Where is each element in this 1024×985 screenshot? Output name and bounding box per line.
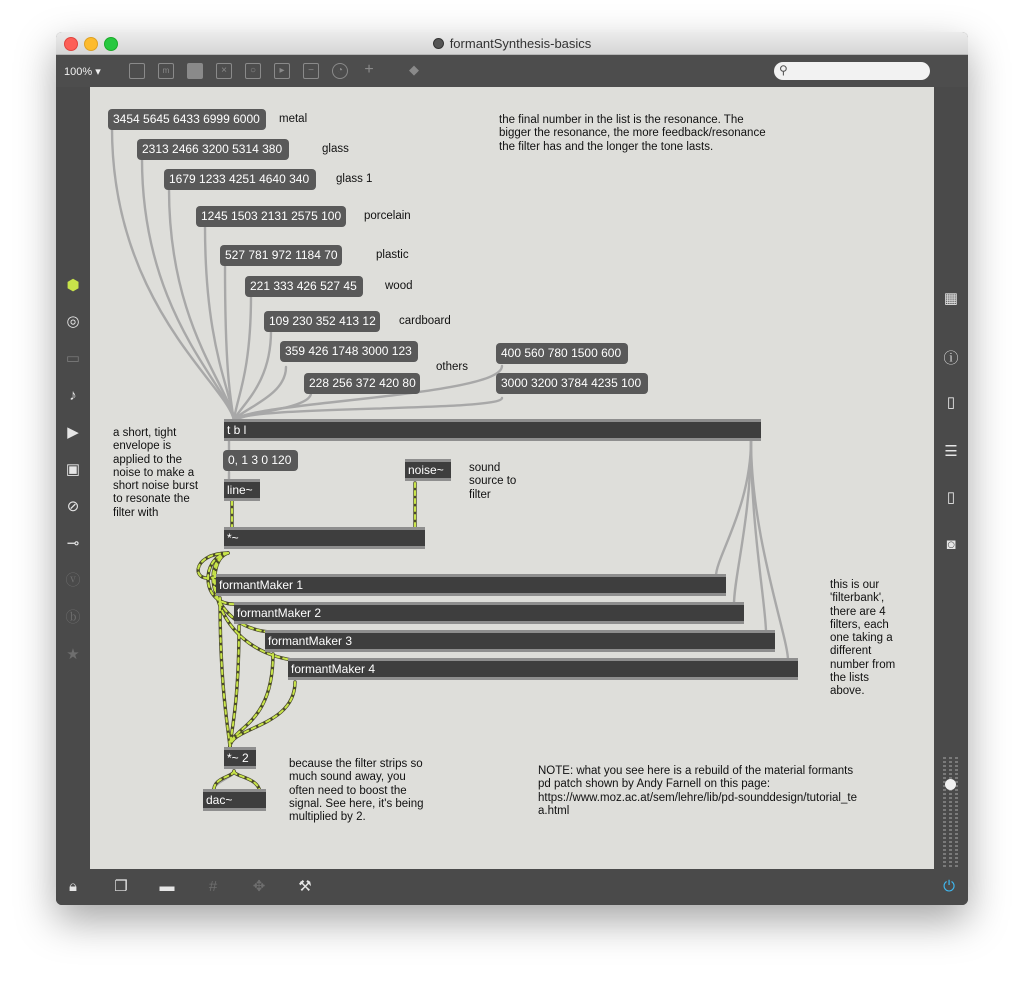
object-formantmaker-2[interactable]: formantMaker 2 (234, 602, 744, 624)
comment-wood: wood (385, 280, 413, 292)
signal-fm4-out (230, 682, 295, 747)
cord-tbl-fm3 (751, 440, 766, 632)
cord-glass (142, 159, 234, 421)
comment-filterbank: this is our 'filterbank', there are 4 filters, each one taking a different number from the lists above. (830, 579, 896, 698)
object-noise[interactable]: noise~ (405, 459, 451, 481)
object-dac[interactable]: dac~ (203, 789, 266, 811)
power-icon[interactable]: ⏻ (943, 878, 955, 895)
title-bar (56, 32, 968, 55)
patch-canvas[interactable] (90, 87, 934, 869)
message-other1[interactable]: 359 426 1748 3000 123 (280, 341, 418, 362)
info-icon[interactable]: ⓘ (943, 350, 959, 367)
cord-wood (234, 296, 251, 421)
snap-icon[interactable]: ✥ (252, 878, 266, 895)
list-icon[interactable]: ☰ (944, 443, 958, 460)
new-button-icon[interactable]: × (216, 63, 232, 79)
zoom-menu[interactable]: 100% ▾ (64, 66, 101, 78)
video-icon[interactable]: ▭ (65, 350, 81, 367)
plug-icon[interactable]: ⊸ (66, 535, 80, 552)
message-glass1[interactable]: 1679 1233 4251 4640 340 (164, 169, 316, 190)
comment-glass: glass (322, 143, 349, 155)
message-other3[interactable]: 400 560 780 1500 600 (496, 343, 628, 364)
new-slider-icon[interactable]: ▸ (274, 63, 290, 79)
new-number-icon[interactable]: − (303, 63, 319, 79)
search-input[interactable] (774, 62, 930, 80)
comment-plastic: plastic (376, 249, 409, 261)
message-other2[interactable]: 228 256 372 420 80 (304, 373, 420, 394)
patcher-window (56, 32, 968, 905)
comment-note: NOTE: what you see here is a rebuild of the material formants pd patch shown by Andy Farnell on this page: https://www.moz.ac.at/sem/lehre/lib/pd-sounddesign/tutorial_te a.html (538, 765, 857, 817)
package-icon[interactable]: ⬢ (66, 277, 80, 294)
message-porcelain[interactable]: 1245 1503 2131 2575 100 (196, 206, 346, 227)
level-meter[interactable] (942, 757, 960, 867)
grid-icon[interactable]: ▦ (943, 290, 959, 307)
comment-metal: metal (279, 113, 308, 125)
search-icon: ⚲ (779, 63, 788, 77)
object-formantmaker-1[interactable]: formantMaker 1 (216, 574, 726, 596)
comment-envelope: a short, tight envelope is applied to the noise to make a short noise burst to resonate the filter with (113, 427, 199, 519)
new-comment-icon[interactable] (187, 63, 203, 79)
object-mult2[interactable]: *~ 2 (224, 747, 256, 769)
present-icon[interactable]: ▬ (159, 878, 175, 895)
comment-porcelain: porcelain (364, 210, 411, 222)
star-icon[interactable]: ★ (66, 646, 80, 663)
image-icon[interactable]: ▣ (65, 461, 81, 478)
window-title-text: formantSynthesis-basics (449, 36, 592, 51)
comment-others: others (436, 361, 468, 373)
object-mult[interactable]: *~ (224, 527, 425, 549)
message-glass[interactable]: 2313 2466 3200 5314 380 (137, 139, 289, 160)
comment-glass1: glass 1 (336, 173, 373, 185)
add-icon[interactable]: + (364, 61, 374, 78)
comment-sound-source: sound source to filter (469, 462, 517, 501)
paperclip-icon[interactable]: ⊘ (66, 498, 80, 515)
comment-resonance: the final number in the list is the resonance. The bigger the resonance, the more feedback/resonance the filter has and the longer the tone lasts. (499, 114, 766, 153)
message-cardboard[interactable]: 109 230 352 413 12 (264, 311, 380, 332)
object-tbl[interactable]: t b l (224, 419, 761, 441)
new-message-icon[interactable]: m (158, 63, 174, 79)
object-formantmaker-4[interactable]: formantMaker 4 (288, 658, 798, 680)
message-wood[interactable]: 221 333 426 527 45 (245, 276, 363, 297)
left-sidebar (56, 87, 90, 869)
presentation-icon[interactable]: ❐ (114, 878, 128, 895)
paint-bucket-icon[interactable]: ◆ (409, 62, 419, 77)
comment-boost: because the filter strips so much sound away, you often need to boost the signal. See here, it's being multiplied by 2. (289, 758, 424, 824)
target-icon[interactable]: ◎ (66, 313, 80, 330)
message-plastic[interactable]: 527 781 972 1184 70 (220, 245, 342, 266)
object-formantmaker-3[interactable]: formantMaker 3 (265, 630, 775, 652)
book-icon[interactable]: ▯ (946, 394, 956, 411)
new-dial-icon[interactable]: ◔ (332, 63, 348, 79)
bottom-bar (56, 869, 968, 905)
wrench-icon[interactable]: ⚒ (298, 878, 312, 895)
document-icon (433, 38, 444, 49)
window-title (56, 36, 968, 51)
message-metal[interactable]: 3454 5645 6433 6999 6000 (108, 109, 266, 130)
lock-icon[interactable]: 🔒︎ (69, 878, 77, 895)
message-other4[interactable]: 3000 3200 3784 4235 100 (496, 373, 648, 394)
vimeo-icon[interactable]: ⓥ (65, 572, 81, 589)
message-envelope[interactable]: 0, 1 3 0 120 (223, 450, 298, 471)
bpatcher-icon[interactable]: ⓑ (65, 609, 81, 626)
zoom-value: 100% (64, 66, 93, 78)
new-object-icon[interactable] (129, 63, 145, 79)
level-meter-knob[interactable] (945, 779, 956, 790)
snapshot-icon[interactable]: ◙ (946, 536, 956, 553)
new-toggle-icon[interactable]: ○ (245, 63, 261, 79)
music-note-icon[interactable]: ♪ (69, 387, 77, 404)
comment-cardboard: cardboard (399, 315, 451, 327)
grid-icon[interactable]: # (208, 878, 218, 895)
object-line[interactable]: line~ (224, 479, 260, 501)
reference-icon[interactable]: ▯ (946, 489, 956, 506)
media-icon[interactable]: ▶ (67, 424, 79, 441)
right-sidebar (934, 87, 968, 869)
toolbar (56, 55, 968, 87)
